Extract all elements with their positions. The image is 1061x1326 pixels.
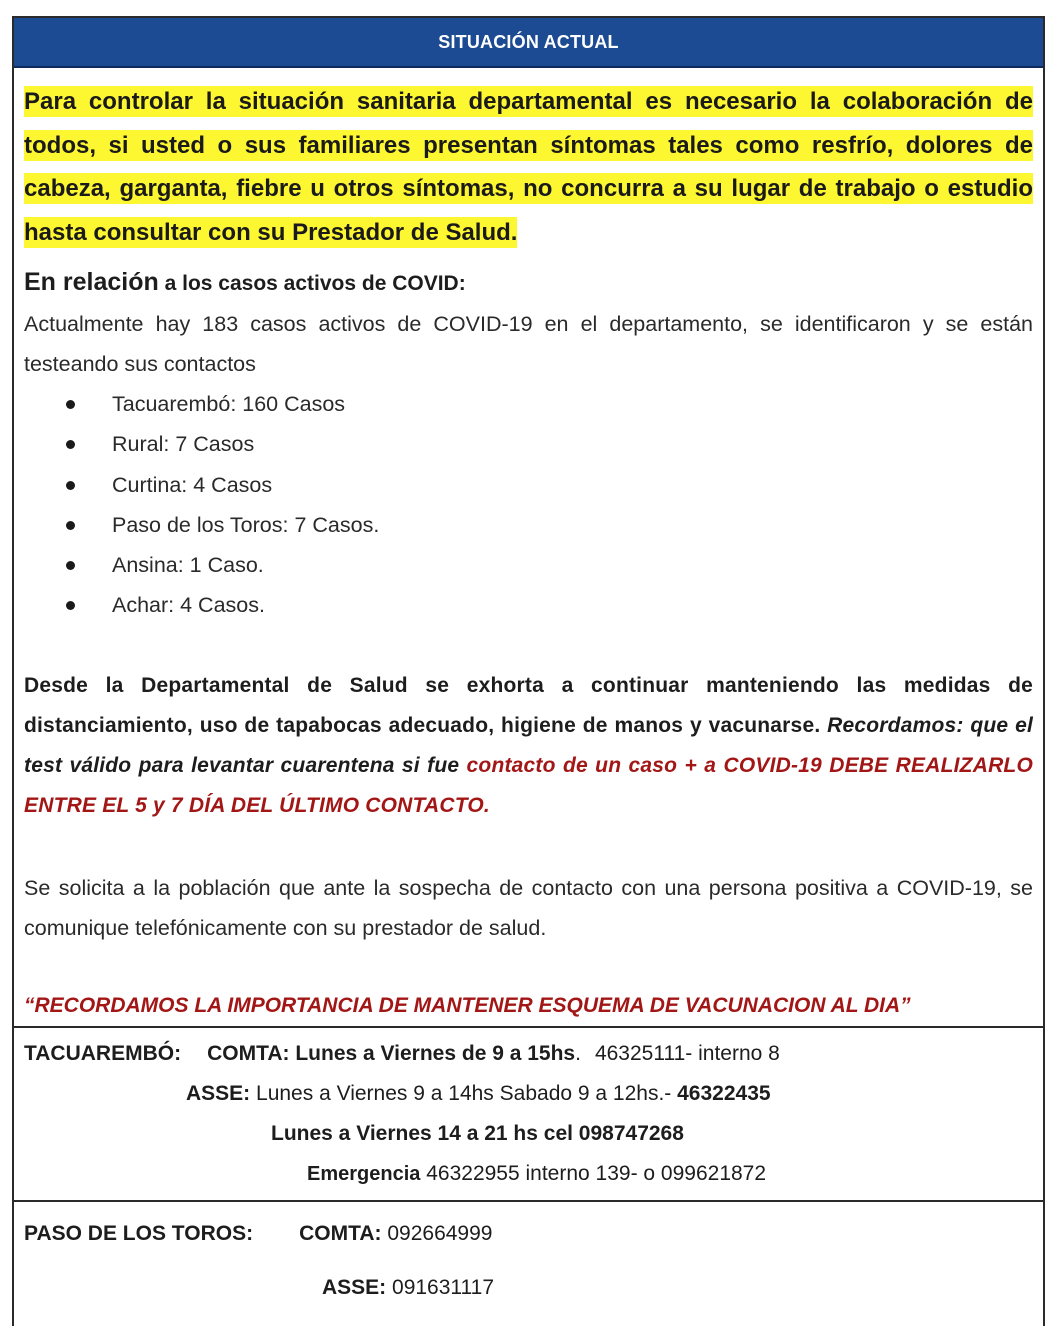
active-cases-title-big: En relación — [24, 268, 159, 296]
active-cases-summary: Actualmente hay 183 casos activos de COVID-19 en el departamento, se identificaron y se están testeando sus contactos — [24, 312, 1033, 376]
bullet-icon — [66, 481, 75, 490]
bullet-icon — [66, 521, 75, 530]
bullet-icon — [66, 440, 75, 449]
tacuarembo-comta-dot: . — [575, 1041, 581, 1065]
active-cases-title-small: a los casos activos de COVID: — [158, 272, 466, 295]
active-cases-title — [24, 264, 1033, 304]
tacuarembo-asse-sep: .- — [658, 1081, 678, 1105]
paso-toros-asse-row — [24, 1254, 1033, 1308]
list-item — [66, 505, 1033, 545]
list-item — [66, 465, 1033, 505]
paso-toros-contacts — [24, 1202, 1033, 1308]
tacuarembo-comta-phone: 46325111- interno 8 — [594, 1041, 780, 1065]
tacuarembo-emergency-phone: 46322955 interno 139- o 099621872 — [420, 1161, 767, 1185]
tacuarembo-asse-row — [24, 1074, 1033, 1114]
intro-highlight: Para controlar la situación sanitaria departamental es necesario la colaboración de todos, si usted o sus familiares presentan síntomas tales como resfrío, dolores de cabeza, garganta, fiebre u otros síntomas, no concurra a su lugar de trabajo o estudio hasta consultar con su Prestador de Salud. — [24, 88, 1033, 246]
tacuarembo-evening-hours: Lunes a Viernes 14 a 21 hs cel 098747268 — [271, 1121, 684, 1145]
tacuarembo-asse-label: ASSE: — [186, 1081, 251, 1105]
tacuarembo-label: TACUAREMBÓ: — [24, 1041, 182, 1065]
section-header — [14, 18, 1043, 68]
paso-toros-comta-row — [24, 1214, 1033, 1254]
intro-paragraph — [24, 80, 1033, 254]
paso-toros-asse-phone: 091631117 — [386, 1275, 495, 1299]
list-item — [66, 585, 1033, 625]
bullet-icon — [66, 561, 75, 570]
list-item-text: Curtina: 4 Casos — [112, 472, 273, 497]
list-item-text: Tacuarembó: 160 Casos — [112, 392, 346, 416]
list-item — [66, 424, 1033, 464]
list-item-text: Paso de los Toros: 7 Casos. — [112, 512, 380, 537]
exhort-warning: contacto de un caso + a COVID-19 DEBE REALIZARLO ENTRE EL 5 y 7 DÍA DEL ÚLTIMO CONTACTO. — [24, 753, 1033, 817]
tacuarembo-emergency-row — [24, 1154, 1033, 1200]
tacuarembo-asse-phone: 46322435 — [677, 1081, 771, 1105]
tacuarembo-contacts — [24, 1028, 1033, 1200]
document-body — [14, 80, 1043, 1308]
section-header-title: SITUACIÓN ACTUAL — [438, 31, 619, 52]
exhort-text: Desde la Departamental de Salud se exhorta a continuar manteniendo las medidas de distanciamiento, uso de tapabocas adecuado, higiene de manos y vacunarse. — [24, 673, 1033, 737]
tacuarembo-asse-hours: Lunes a Viernes 9 a 14hs Sabado 9 a 12hs — [250, 1081, 659, 1105]
bullet-icon — [66, 601, 75, 610]
tacuarembo-evening-row — [24, 1114, 1033, 1154]
tacuarembo-emergency-label: Emergencia — [307, 1162, 421, 1185]
vaccination-slogan: “RECORDAMOS LA IMPORTANCIA DE MANTENER ESQUEMA DE VACUNACION AL DIA” — [24, 993, 911, 1017]
list-item-text: Rural: 7 Casos — [112, 432, 255, 457]
bullet-icon — [66, 400, 75, 409]
list-item — [66, 545, 1033, 585]
paso-toros-comta-label: COMTA: — [299, 1221, 382, 1245]
contact-request-paragraph: Se solicita a la población que ante la sospecha de contacto con una persona positiva a COVID-19, se comunique telefónicamente con su prestador de salud. — [24, 875, 1033, 940]
list-item-text: Ansina: 1 Caso. — [112, 553, 264, 578]
paso-toros-label: PASO DE LOS TOROS: — [24, 1221, 254, 1245]
list-item — [66, 384, 1033, 424]
exhort-reminder: Recordamos: que el test válido para levantar cuarentena si fue — [24, 713, 1033, 777]
list-item-text: Achar: 4 Casos. — [112, 593, 265, 618]
document-page — [12, 16, 1045, 1326]
tacuarembo-comta-hours: COMTA: Lunes a Viernes de 9 a 15hs — [207, 1041, 576, 1065]
paso-toros-asse-label: ASSE: — [322, 1275, 387, 1299]
cases-list — [24, 384, 1033, 626]
tacuarembo-comta-row — [24, 1028, 1033, 1074]
paso-toros-comta-phone: 092664999 — [381, 1221, 493, 1245]
exhort-paragraph — [24, 666, 1033, 826]
